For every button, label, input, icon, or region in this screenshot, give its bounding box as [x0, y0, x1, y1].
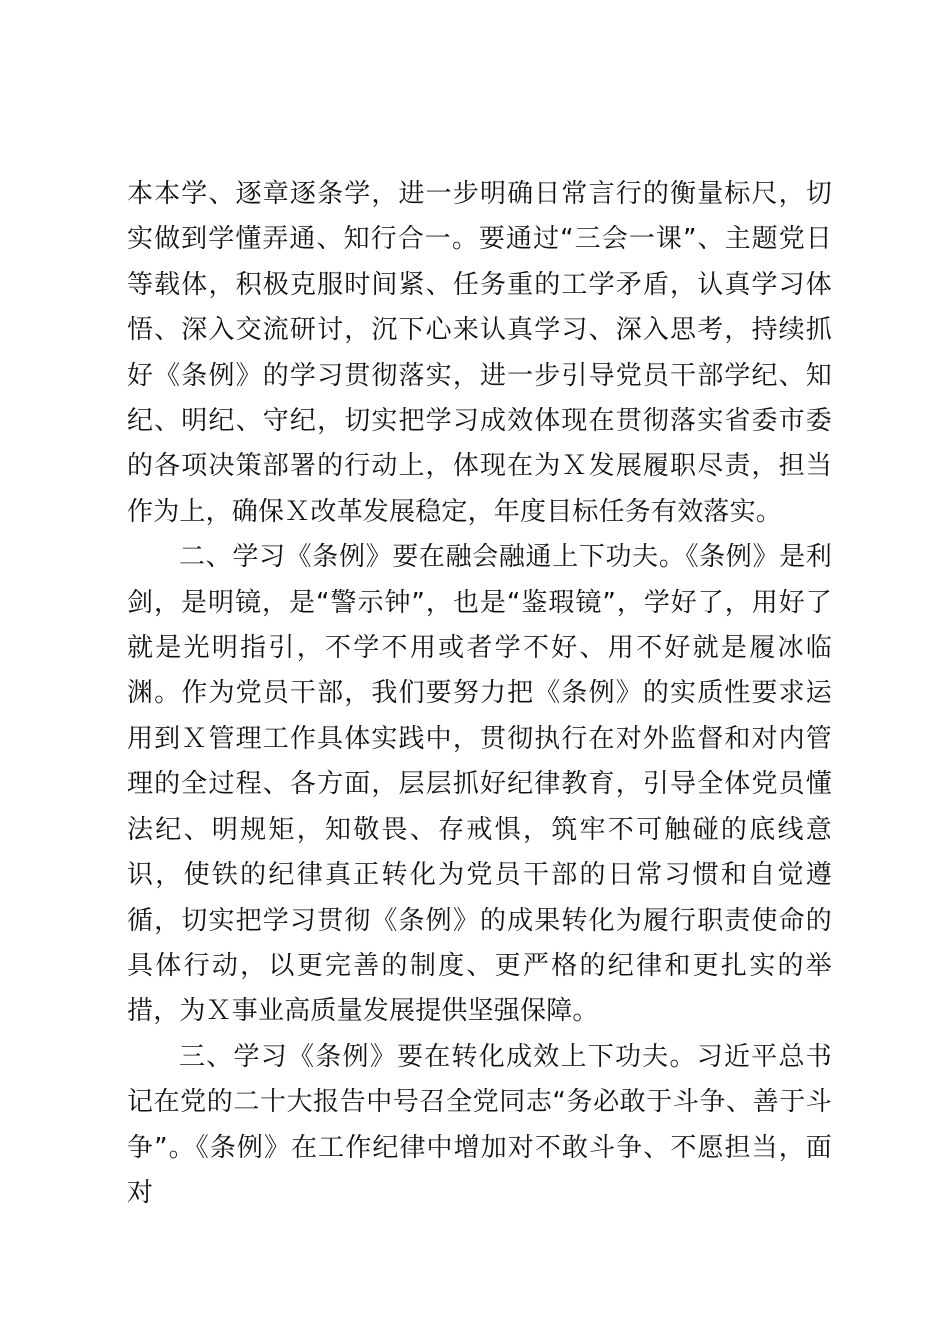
paragraph-continuation: 本本学、逐章逐条学，进一步明确日常言行的衡量标尺，切实做到学懂弄通、知行合一。要通过“三会一课”、主题党日等载体，积极克服时间紧、任务重的工学矛盾，认真学习体悟、深入交流研讨，沉下心来认真学习、深入思考，持续抓好《条例》的学习贯彻落实，进一步引导党员干部学纪、知纪、明纪、守纪，切实把学习成效体现在贯彻落实省委市委的各项决策部署的行动上，体现在为Ｘ发展履职尽责，担当作为上，确保Ｘ改革发展稳定，年度目标任务有效落实。: [127, 179, 832, 527]
document-body: [127, 172, 832, 1216]
paragraph-section-three: 三、学习《条例》要在转化成效上下功夫。习近平总书记在党的二十大报告中号召全党同志“务必敢于斗争、善于斗争”。《条例》在工作纪律中增加对不敢斗争、不愿担当，面对: [127, 1041, 832, 1208]
paragraph-section-two: 二、学习《条例》要在融会融通上下功夫。《条例》是利剑，是明镜，是“警示钟”，也是“鉴瑕镜”，学好了，用好了就是光明指引，不学不用或者学不好、用不好就是履冰临渊。作为党员干部，我们要努力把《条例》的实质性要求运用到Ｘ管理工作具体实践中，贯彻执行在对外监督和对内管理的全过程、各方面，层层抓好纪律教育，引导全体党员懂法纪、明规矩，知敬畏、存戒惧，筑牢不可触碰的底线意识，使铁的纪律真正转化为党员干部的日常习惯和自觉遵循，切实把学习贯彻《条例》的成果转化为履行职责使命的具体行动，以更完善的制度、更严格的纪律和更扎实的举措，为Ｘ事业高质量发展提供坚强保障。: [127, 542, 832, 1027]
